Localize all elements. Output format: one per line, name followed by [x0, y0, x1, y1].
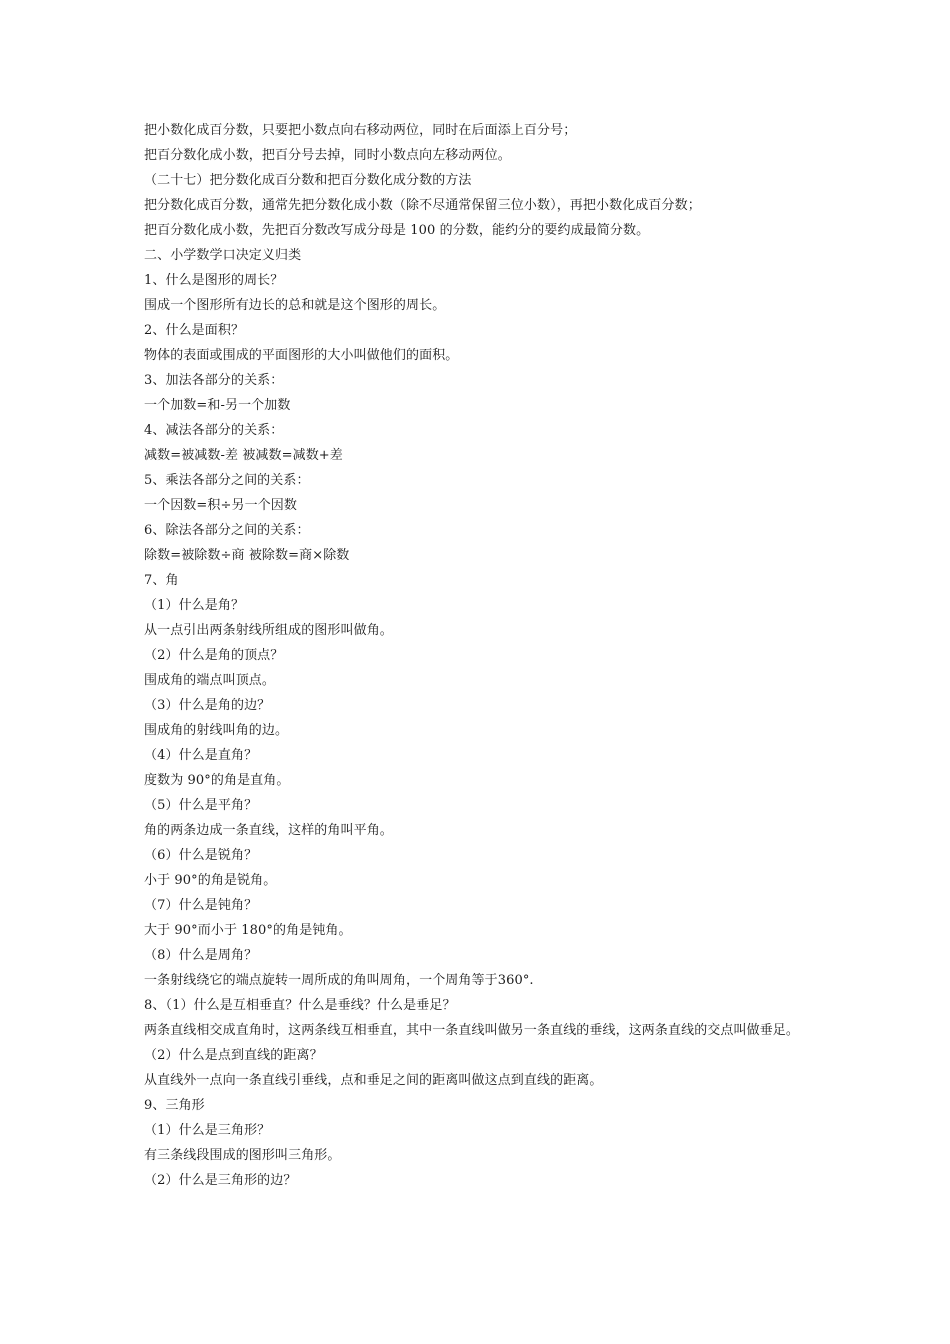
section-heading: 二、小学数学口决定义归类 — [144, 248, 302, 263]
text-line: 把百分数化成小数，把百分号去掉，同时小数点向左移动两位。 — [144, 148, 511, 163]
answer-line: 一条射线绕它的端点旋转一周所成的角叫周角，一个周角等于360°. — [144, 973, 534, 988]
answer-line: 角的两条边成一条直线，这样的角叫平角。 — [144, 823, 393, 838]
question-line: 5、乘法各部分之间的关系： — [144, 473, 310, 488]
text-line: 把百分数化成小数，先把百分数改写成分母是 100 的分数，能约分的要约成最简分数。 — [144, 223, 650, 238]
question-line: 7、角 — [144, 573, 179, 588]
question-line: （4）什么是直角？ — [144, 748, 258, 763]
question-line: （2）什么是点到直线的距离？ — [144, 1048, 323, 1063]
answer-line: 一个加数=和-另一个加数 — [144, 398, 291, 413]
question-line: （7）什么是钝角？ — [144, 898, 258, 913]
text-line: 把分数化成百分数，通常先把分数化成小数（除不尽通常保留三位小数），再把小数化成百分数； — [144, 198, 701, 213]
question-line: （5）什么是平角？ — [144, 798, 258, 813]
question-line: （1）什么是角？ — [144, 598, 245, 613]
answer-line: 从一点引出两条射线所组成的图形叫做角。 — [144, 623, 393, 638]
answer-line: 有三条线段围成的图形叫三角形。 — [144, 1148, 341, 1163]
answer-line: 除数=被除数÷商 被除数=商×除数 — [144, 548, 350, 563]
answer-line: 围成角的端点叫顶点。 — [144, 673, 276, 688]
question-line: 3、加法各部分的关系： — [144, 373, 284, 388]
question-line: 9、三角形 — [144, 1098, 205, 1113]
question-line: 2、什么是面积？ — [144, 323, 245, 338]
question-line: （6）什么是锐角？ — [144, 848, 258, 863]
question-line: （1）什么是三角形？ — [144, 1123, 271, 1138]
question-line: 1、什么是图形的周长？ — [144, 273, 284, 288]
question-line: （8）什么是周角？ — [144, 948, 258, 963]
answer-line: 度数为 90°的角是直角。 — [144, 773, 290, 788]
question-line: 8、（1）什么是互相垂直？什么是垂线？什么是垂足？ — [144, 998, 456, 1013]
answer-line: 一个因数=积÷另一个因数 — [144, 498, 297, 513]
section-heading: （二十七）把分数化成百分数和把百分数化成分数的方法 — [144, 173, 472, 188]
answer-line: 大于 90°而小于 180°的角是钝角。 — [144, 923, 352, 938]
question-line: （3）什么是角的边？ — [144, 698, 271, 713]
answer-line: 减数=被减数-差 被减数=减数+差 — [144, 448, 343, 463]
question-line: 6、除法各部分之间的关系： — [144, 523, 310, 538]
text-line: 把小数化成百分数，只要把小数点向右移动两位，同时在后面添上百分号； — [144, 123, 577, 138]
answer-line: 围成一个图形所有边长的总和就是这个图形的周长。 — [144, 298, 446, 313]
question-line: （2）什么是角的顶点？ — [144, 648, 284, 663]
document-body — [144, 118, 824, 1193]
question-line: （2）什么是三角形的边？ — [144, 1173, 297, 1188]
answer-line: 物体的表面或围成的平面图形的大小叫做他们的面积。 — [144, 348, 459, 363]
answer-line: 围成角的射线叫角的边。 — [144, 723, 289, 738]
answer-line: 从直线外一点向一条直线引垂线，点和垂足之间的距离叫做这点到直线的距离。 — [144, 1073, 603, 1088]
answer-paragraph: 两条直线相交成直角时，这两条线互相垂直，其中一条直线叫做另一条直线的垂线，这两条直线的交点叫做垂足。 — [144, 1023, 800, 1038]
answer-line: 小于 90°的角是锐角。 — [144, 873, 277, 888]
question-line: 4、减法各部分的关系： — [144, 423, 284, 438]
